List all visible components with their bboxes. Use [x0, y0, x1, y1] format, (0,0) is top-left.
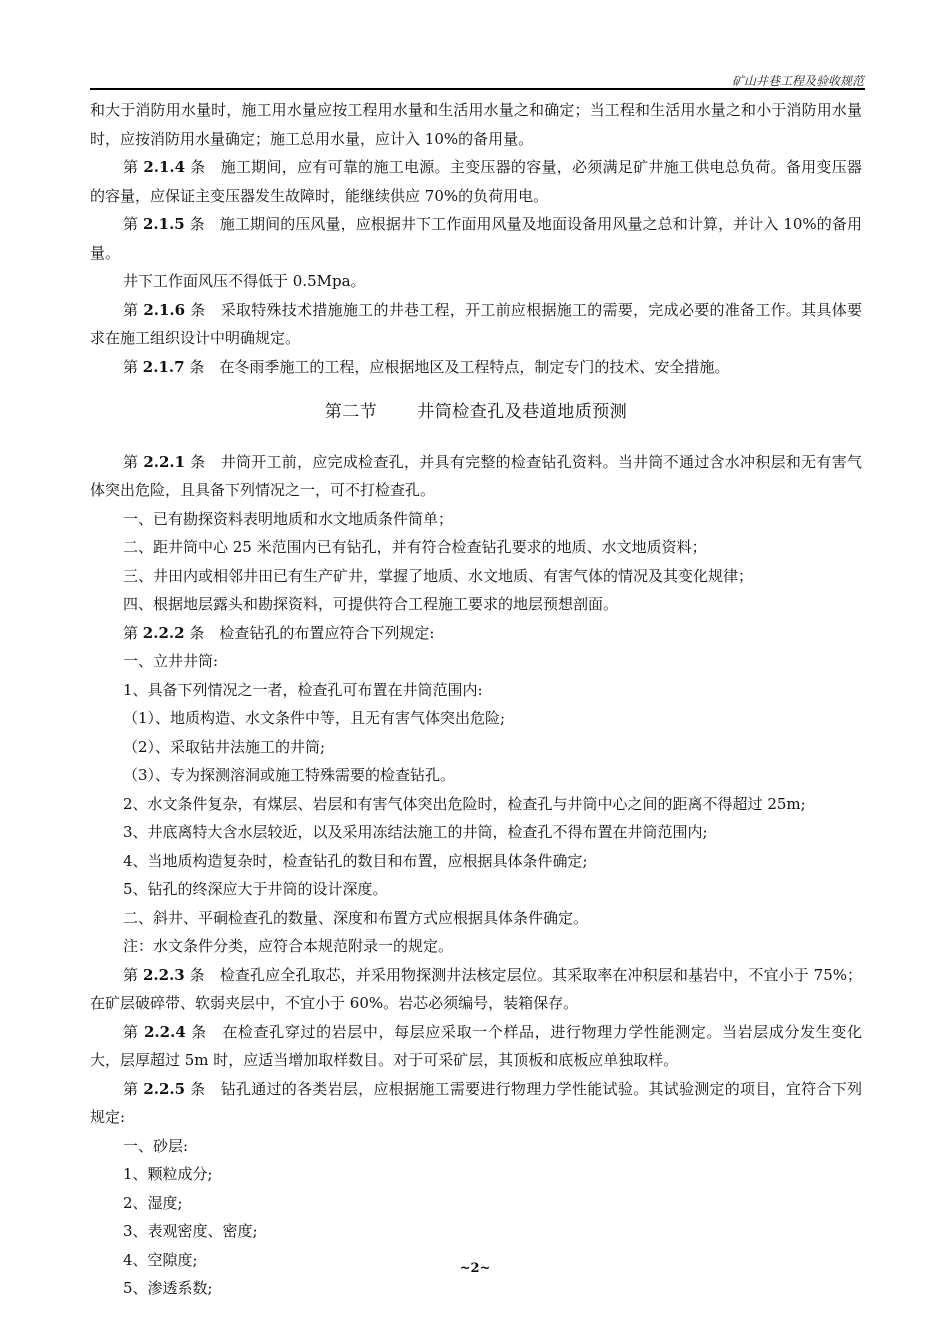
list-item: 注：水文条件分类，应符合本规范附录一的规定。 [123, 937, 454, 955]
clause-prefix: 第 [123, 623, 143, 642]
clause-number: 2.2.5 [143, 1079, 186, 1098]
clause-suffix: 条 [185, 1079, 206, 1098]
list-item: （1）、地质构造、水文条件中等，且无有害气体突出危险; [123, 709, 506, 727]
page-number: ~2~ [459, 1261, 491, 1276]
clause-paragraph [90, 210, 862, 267]
clause-text: 在检查孔穿过的岩层中，每层应采取一个样品，进行物理力学性能测定。当岩层成分发生变化大，层厚超过 5m 时，应适当增加取样数目。对于可采矿层，其顶板和底板应单独取样。 [90, 1022, 862, 1069]
clause-text: 在冬雨季施工的工程，应根据地区及工程特点，制定专门的技术、安全措施。 [204, 357, 730, 376]
clause-paragraph [90, 619, 862, 648]
paragraph-continuation: 和大于消防用水量时，施工用水量应按工程用水量和生活用水量之和确定；当工程和生活用水量之和小于消防用水量时，应按消防用水量确定；施工总用水量，应计入 10%的备用量。 [90, 101, 862, 148]
list-item: 1、颗粒成分; [123, 1165, 213, 1183]
clause-number: 2.2.4 [144, 1022, 186, 1041]
document-body [90, 96, 862, 1303]
list-item: 2、水文条件复杂，有煤层、岩层和有害气体突出危险时，检查孔与井筒中心之间的距离不得超过 25m; [123, 794, 806, 813]
header-rule [90, 88, 865, 90]
running-header-title: 矿山井巷工程及验收规范 [731, 74, 864, 88]
list-item: （2）、采取钻井法施工的井筒; [123, 737, 326, 756]
list-item: 二、斜井、平硐检查孔的数量、深度和布置方式应根据具体条件确定。 [123, 908, 589, 927]
clause-text: 施工期间的压风量，应根据井下工作面用风量及地面设备用风量之总和计算，并计入 10%的备用量。 [90, 215, 862, 262]
clause-prefix: 第 [123, 965, 143, 984]
clause-paragraph [90, 961, 862, 1018]
clause-prefix: 第 [123, 1079, 144, 1098]
clause-suffix: 条 [184, 357, 205, 376]
list-item: 2、湿度; [123, 1193, 183, 1212]
clause-number: 2.2.2 [142, 623, 185, 642]
clause-number: 2.1.6 [143, 300, 186, 319]
clause-suffix: 条 [185, 452, 206, 471]
list-item: 1、具备下列情况之一者，检查孔可布置在井筒范围内: [123, 680, 483, 699]
clause-number: 2.1.4 [143, 158, 186, 176]
clause-prefix: 第 [123, 357, 143, 376]
clause-suffix: 条 [185, 300, 206, 319]
top-paragraphs [90, 96, 862, 381]
section-label: 第二节 [324, 402, 378, 422]
clause-text: 采取特殊技术措施施工的井巷工程，开工前应根据施工的需要，完成必要的准备工作。其具体要求在施工组织设计中明确规定。 [90, 300, 862, 347]
list-item: 3、井底离特大含水层较近，以及采用冻结法施工的井筒，检查孔不得布置在井筒范围内; [123, 823, 708, 841]
section-title-text: 井筒检查孔及巷道地质预测 [417, 402, 628, 422]
clause-text: 井筒开工前，应完成检查孔，并具有完整的检查钻孔资料。当井筒不通过含水冲积层和无有害气体突出危险，且具备下列情况之一，可不打检查孔。 [90, 452, 862, 499]
clause-prefix: 第 [123, 158, 144, 176]
clause-prefix: 第 [123, 300, 144, 319]
list-item: 井下工作面风压不得低于 0.5Mpa。 [123, 272, 366, 290]
clause-prefix: 第 [123, 1022, 144, 1041]
list-item: 一、已有勘探资料表明地质和水文地质条件简单； [123, 509, 454, 528]
clause-prefix: 第 [123, 215, 143, 233]
list-item: 一、立井井筒: [123, 652, 219, 670]
clause-text: 钻孔通过的各类岩层，应根据施工需要进行物理力学性能试验。其试验测定的项目，宜符合下列规定: [90, 1079, 862, 1126]
list-item: 一、砂层: [123, 1136, 189, 1155]
list-item: （3）、专为探测溶洞或施工特殊需要的检查钻孔。 [123, 766, 456, 784]
clause-suffix: 条 [184, 215, 205, 233]
list-item: 4、当地质构造复杂时，检查钻孔的数目和布置，应根据具体条件确定; [123, 851, 588, 870]
clause-number: 2.2.1 [143, 452, 186, 471]
list-item: 4、空隙度; [123, 1250, 198, 1269]
list-item: 二、距井筒中心 25 米范围内已有钻孔，并有符合检查钻孔要求的地质、水文地质资料； [123, 538, 707, 556]
bottom-paragraphs [90, 448, 862, 1303]
clause-text: 检查孔应全孔取芯，并采用物探测井法核定层位。其采取率在冲积层和基岩中，不宜小于 75%；在矿层破碎带、软弱夹层中，不宜小于 60%。岩芯必须编号，装箱保存。 [90, 965, 862, 1012]
clause-text: 施工期间，应有可靠的施工电源。主变压器的容量，必须满足矿井施工供电总负荷。备用变压器的容量，应保证主变压器发生故障时，能继续供应 70%的负荷用电。 [90, 158, 862, 205]
clause-number: 2.1.7 [142, 357, 185, 376]
list-item: 四、根据地层露头和勘探资料，可提供符合工程施工要求的地层预想剖面。 [123, 595, 619, 613]
list-item: 三、井田内或相邻井田已有生产矿井，掌握了地质、水文地质、有害气体的情况及其变化规律； [123, 566, 754, 585]
clause-paragraph [90, 296, 862, 353]
clause-suffix: 条 [185, 1022, 207, 1041]
clause-suffix: 条 [185, 158, 206, 176]
list-item: 3、表观密度、密度; [123, 1222, 258, 1240]
clause-suffix: 条 [184, 623, 205, 642]
section-heading [90, 398, 862, 427]
clause-paragraph [90, 353, 862, 382]
clause-text: 检查钻孔的布置应符合下列规定: [204, 623, 435, 642]
list-item: 5、渗透系数; [123, 1279, 213, 1297]
list-item: 5、钻孔的终深应大于井筒的设计深度。 [123, 880, 388, 898]
clause-paragraph [90, 153, 862, 210]
clause-prefix: 第 [123, 452, 144, 471]
clause-number: 2.1.5 [142, 215, 185, 233]
clause-paragraph [90, 1075, 862, 1132]
clause-number: 2.2.3 [142, 965, 185, 984]
clause-paragraph [90, 448, 862, 505]
clause-suffix: 条 [184, 965, 205, 984]
clause-paragraph [90, 1018, 862, 1075]
